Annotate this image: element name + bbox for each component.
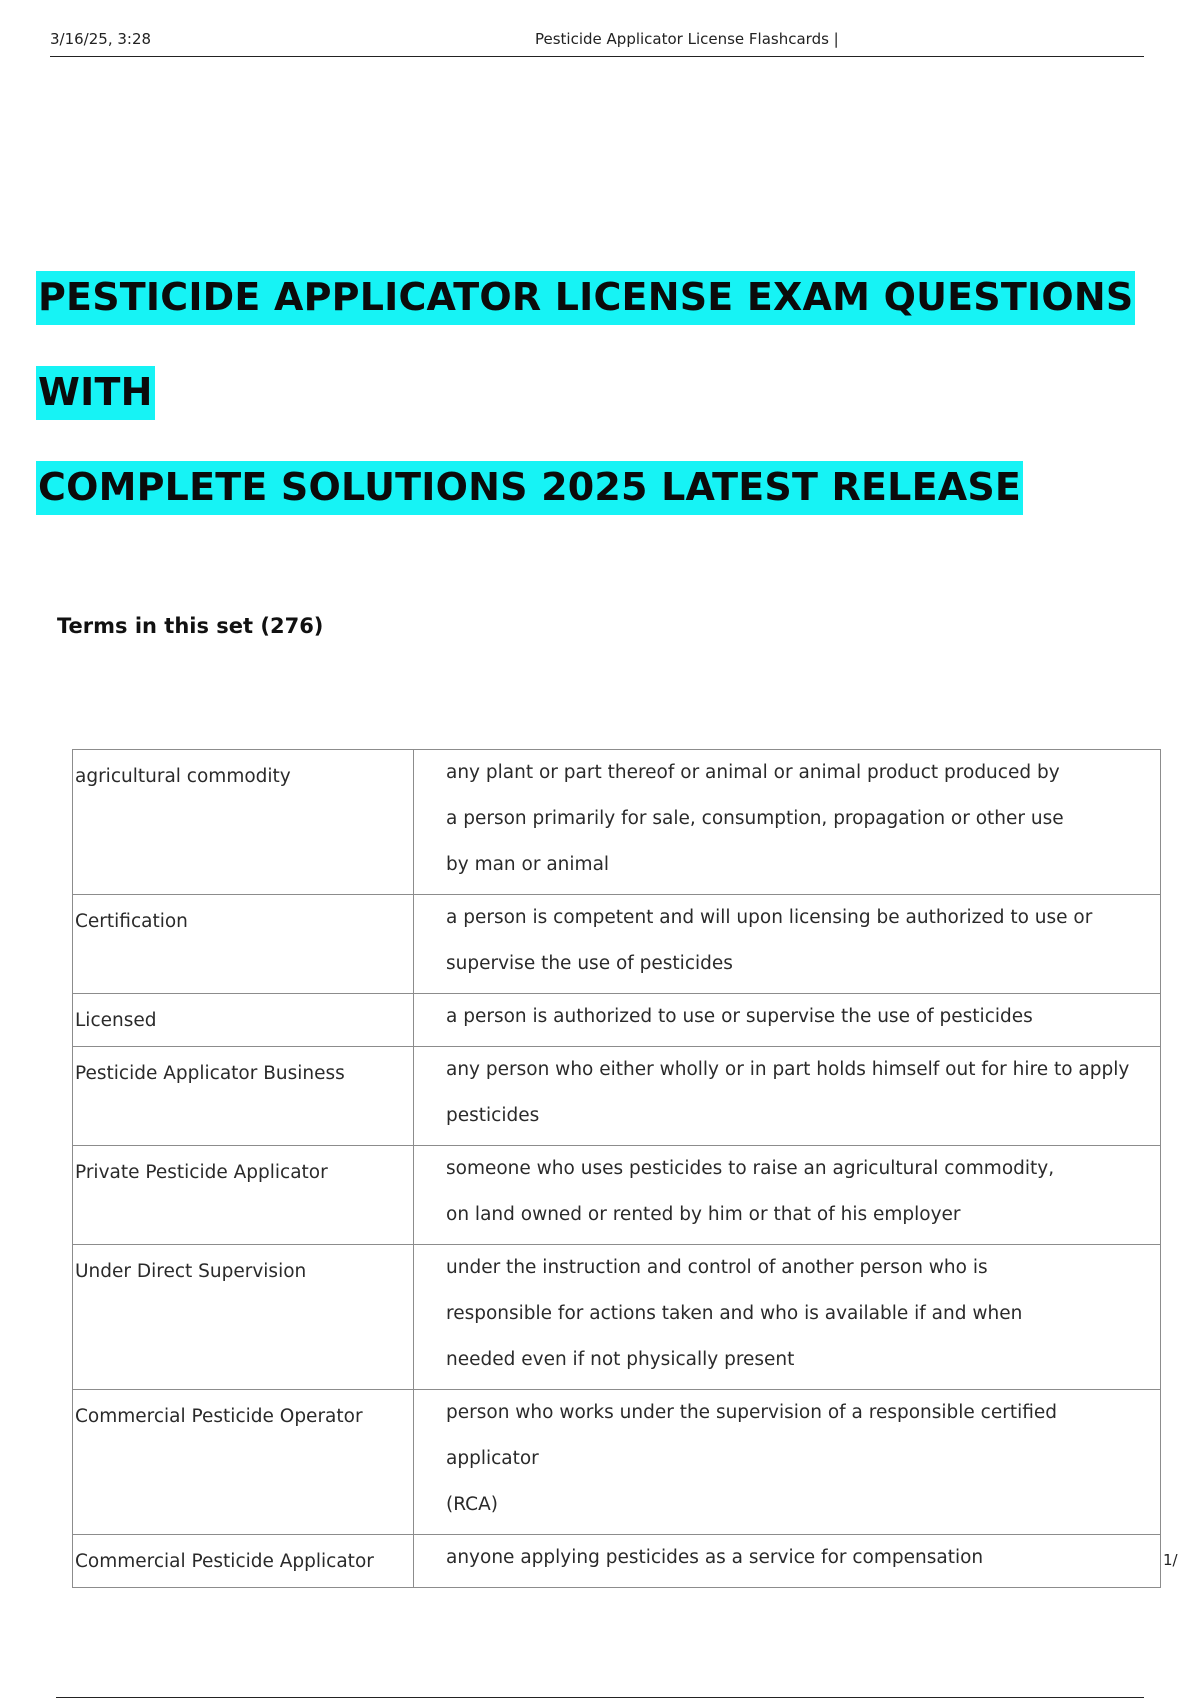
definition-cell [414, 750, 1161, 895]
print-title: Pesticide Applicator License Flashcards | [535, 30, 839, 48]
print-date: 3/16/25, 3:28 [50, 30, 152, 48]
term-row [73, 1390, 1161, 1535]
definition-cell [414, 895, 1161, 994]
term-row [73, 750, 1161, 895]
term-row [73, 1146, 1161, 1245]
definition-line: any plant or part thereof or animal or animal product produced by [446, 762, 1060, 783]
term-cell: Pesticide Applicator Business [73, 1047, 414, 1146]
document-title [36, 250, 1156, 535]
definition-cell [414, 1146, 1161, 1245]
definition-line: a person primarily for sale, consumption, propagation or other use [446, 808, 1064, 829]
definition-line: under the instruction and control of another person who is [446, 1257, 988, 1278]
page-number: 1/ [1163, 1551, 1178, 1569]
term-cell: Licensed [73, 994, 414, 1047]
definition-line: person who works under the supervision of a responsible certified applicator [446, 1402, 1058, 1469]
term-row [73, 1535, 1161, 1588]
term-row [73, 1047, 1161, 1146]
definition-cell [414, 1535, 1161, 1588]
term-cell: Certification [73, 895, 414, 994]
definition-line: supervise the use of pesticides [446, 953, 733, 974]
term-row [73, 1245, 1161, 1390]
definition-cell [414, 1047, 1161, 1146]
term-cell: Private Pesticide Applicator [73, 1146, 414, 1245]
definition-line: a person is competent and will upon licensing be authorized to use or [446, 907, 1093, 928]
page-header [50, 28, 1144, 57]
definition-cell [414, 1390, 1161, 1535]
definition-line: by man or animal [446, 854, 610, 875]
document-title-line-1: PESTICIDE APPLICATOR LICENSE EXAM QUESTIONS WITH [36, 271, 1135, 420]
definition-line: someone who uses pesticides to raise an agricultural commodity, [446, 1158, 1055, 1179]
definition-line: needed even if not physically present [446, 1349, 795, 1370]
definition-line: a person is authorized to use or supervise the use of pesticides [446, 1006, 1033, 1027]
term-cell: Commercial Pesticide Operator [73, 1390, 414, 1535]
definition-cell [414, 1245, 1161, 1390]
term-cell: Commercial Pesticide Applicator [73, 1535, 414, 1588]
definition-line: on land owned or rented by him or that of his employer [446, 1204, 961, 1225]
definition-line: any person who either wholly or in part holds himself out for hire to apply [446, 1059, 1130, 1080]
definition-line: responsible for actions taken and who is available if and when [446, 1303, 1023, 1324]
footer-rule [56, 1697, 1144, 1698]
definition-cell [414, 994, 1161, 1047]
term-row [73, 895, 1161, 994]
terms-heading: Terms in this set (276) [57, 614, 324, 638]
term-cell: Under Direct Supervision [73, 1245, 414, 1390]
term-cell: agricultural commodity [73, 750, 414, 895]
definition-line: anyone applying pesticides as a service for compensation [446, 1547, 984, 1568]
definition-line: pesticides [446, 1105, 540, 1126]
definition-line: (RCA) [446, 1494, 498, 1515]
term-row [73, 994, 1161, 1047]
document-title-line-2: COMPLETE SOLUTIONS 2025 LATEST RELEASE [36, 461, 1023, 515]
terms-table [72, 749, 1161, 1588]
